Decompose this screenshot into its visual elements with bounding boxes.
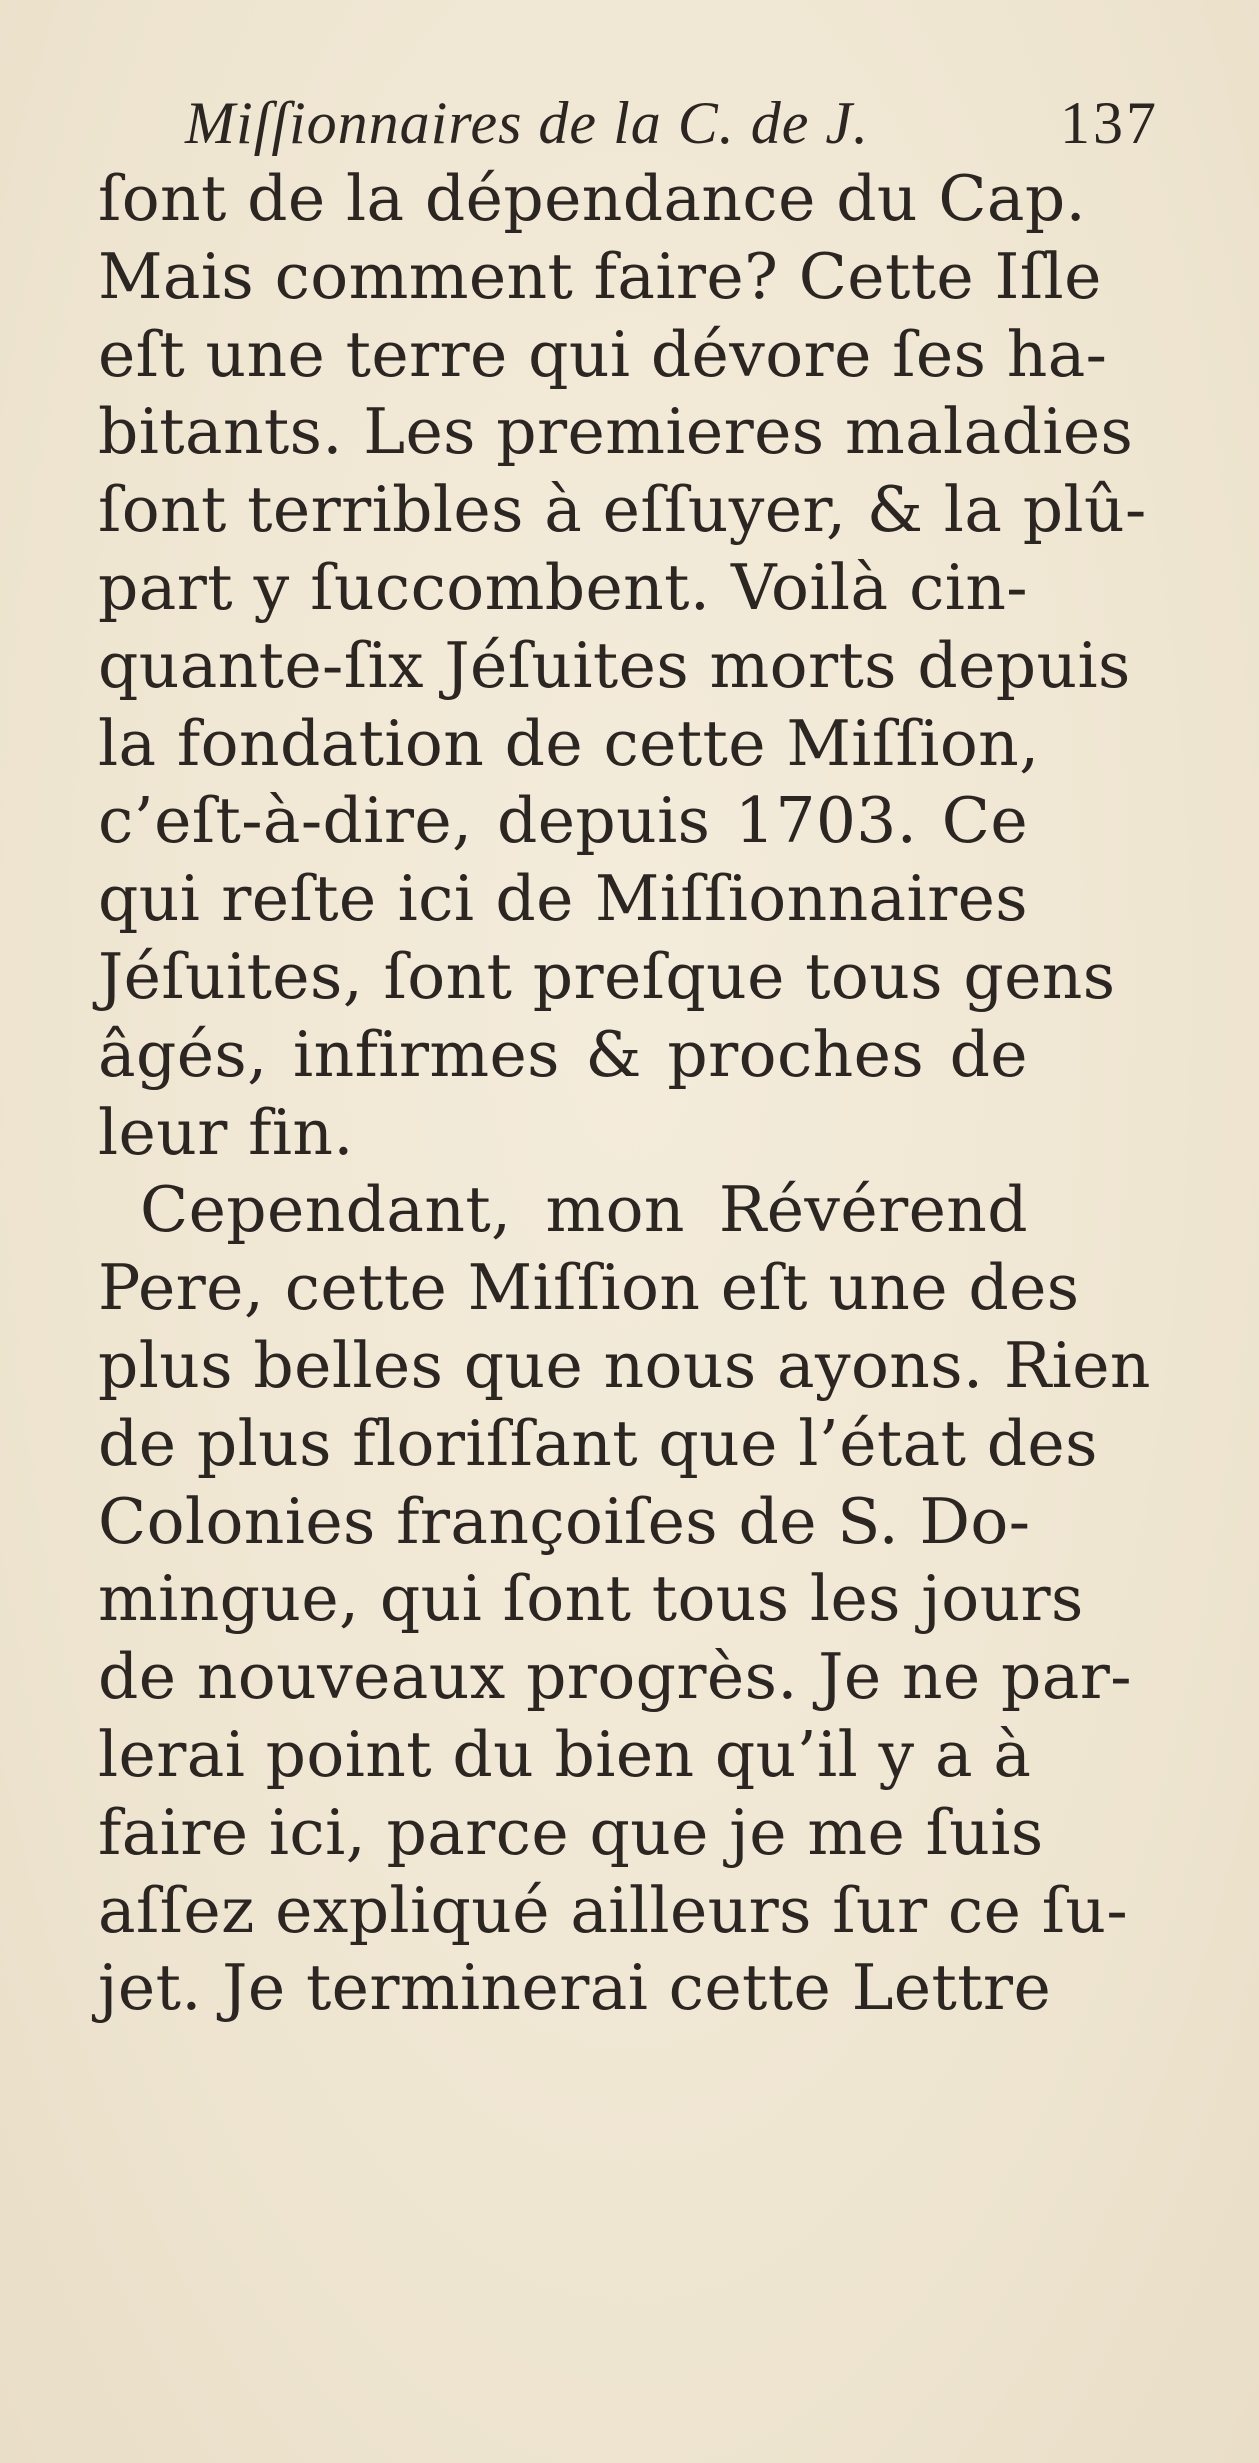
text-line: ſont terribles à eſſuyer, & la plû- [98,473,1147,547]
text-line: aſſez expliqué ailleurs ſur ce ſu- [98,1873,1129,1947]
text-line: Mais comment faire? Cette Iſle [98,239,1102,313]
text-line: c’eſt-à-dire, depuis 1703. Ce [98,784,1028,858]
text-line: Pere, cette Miſſion eſt une des [98,1251,1080,1325]
text-line: qui reſte ici de Miſſionnaires [98,862,1028,936]
text-line: bitants. Les premieres maladies [98,395,1134,469]
text-line: Jéſuites, ſont preſque tous gens [98,939,1116,1013]
text-line: ſont de la dépendance du Cap. [98,162,1087,235]
text-line: faire ici, parce que je me ſuis [98,1795,1044,1869]
text-line: de nouveaux progrès. Je ne par- [98,1640,1132,1714]
text-line: quante-ſix Jéſuites morts depuis [98,628,1131,702]
text-line: Cependant, mon Révérend [140,1173,1028,1247]
text-line: lerai point du bien qu’il y a à [98,1717,1032,1791]
text-line: Colonies françoiſes de S. Do- [98,1484,1031,1558]
text-line: la fondation de cette Miſſion, [98,706,1040,780]
running-head-title: Miſſionnaires de la C. de J. [185,90,870,156]
text-line: jet. Je terminerai cette Lettre [98,1951,1052,2025]
text-line: leur fin. [98,1095,354,1169]
running-head [185,78,1159,168]
text-line: eſt une terre qui dévore ſes ha- [98,317,1108,391]
text-line: part y ſuccombent. Voilà cin- [98,550,1028,624]
text-line: âgés, infirmes & proches de [98,1017,1028,1091]
body-text [98,160,1151,2027]
text-line: mingue, qui ſont tous les jours [98,1562,1084,1636]
page-number: 137 [1060,90,1159,156]
text-line: de plus floriſſant que l’état des [98,1406,1098,1480]
text-line: plus belles que nous ayons. Rien [98,1328,1151,1402]
